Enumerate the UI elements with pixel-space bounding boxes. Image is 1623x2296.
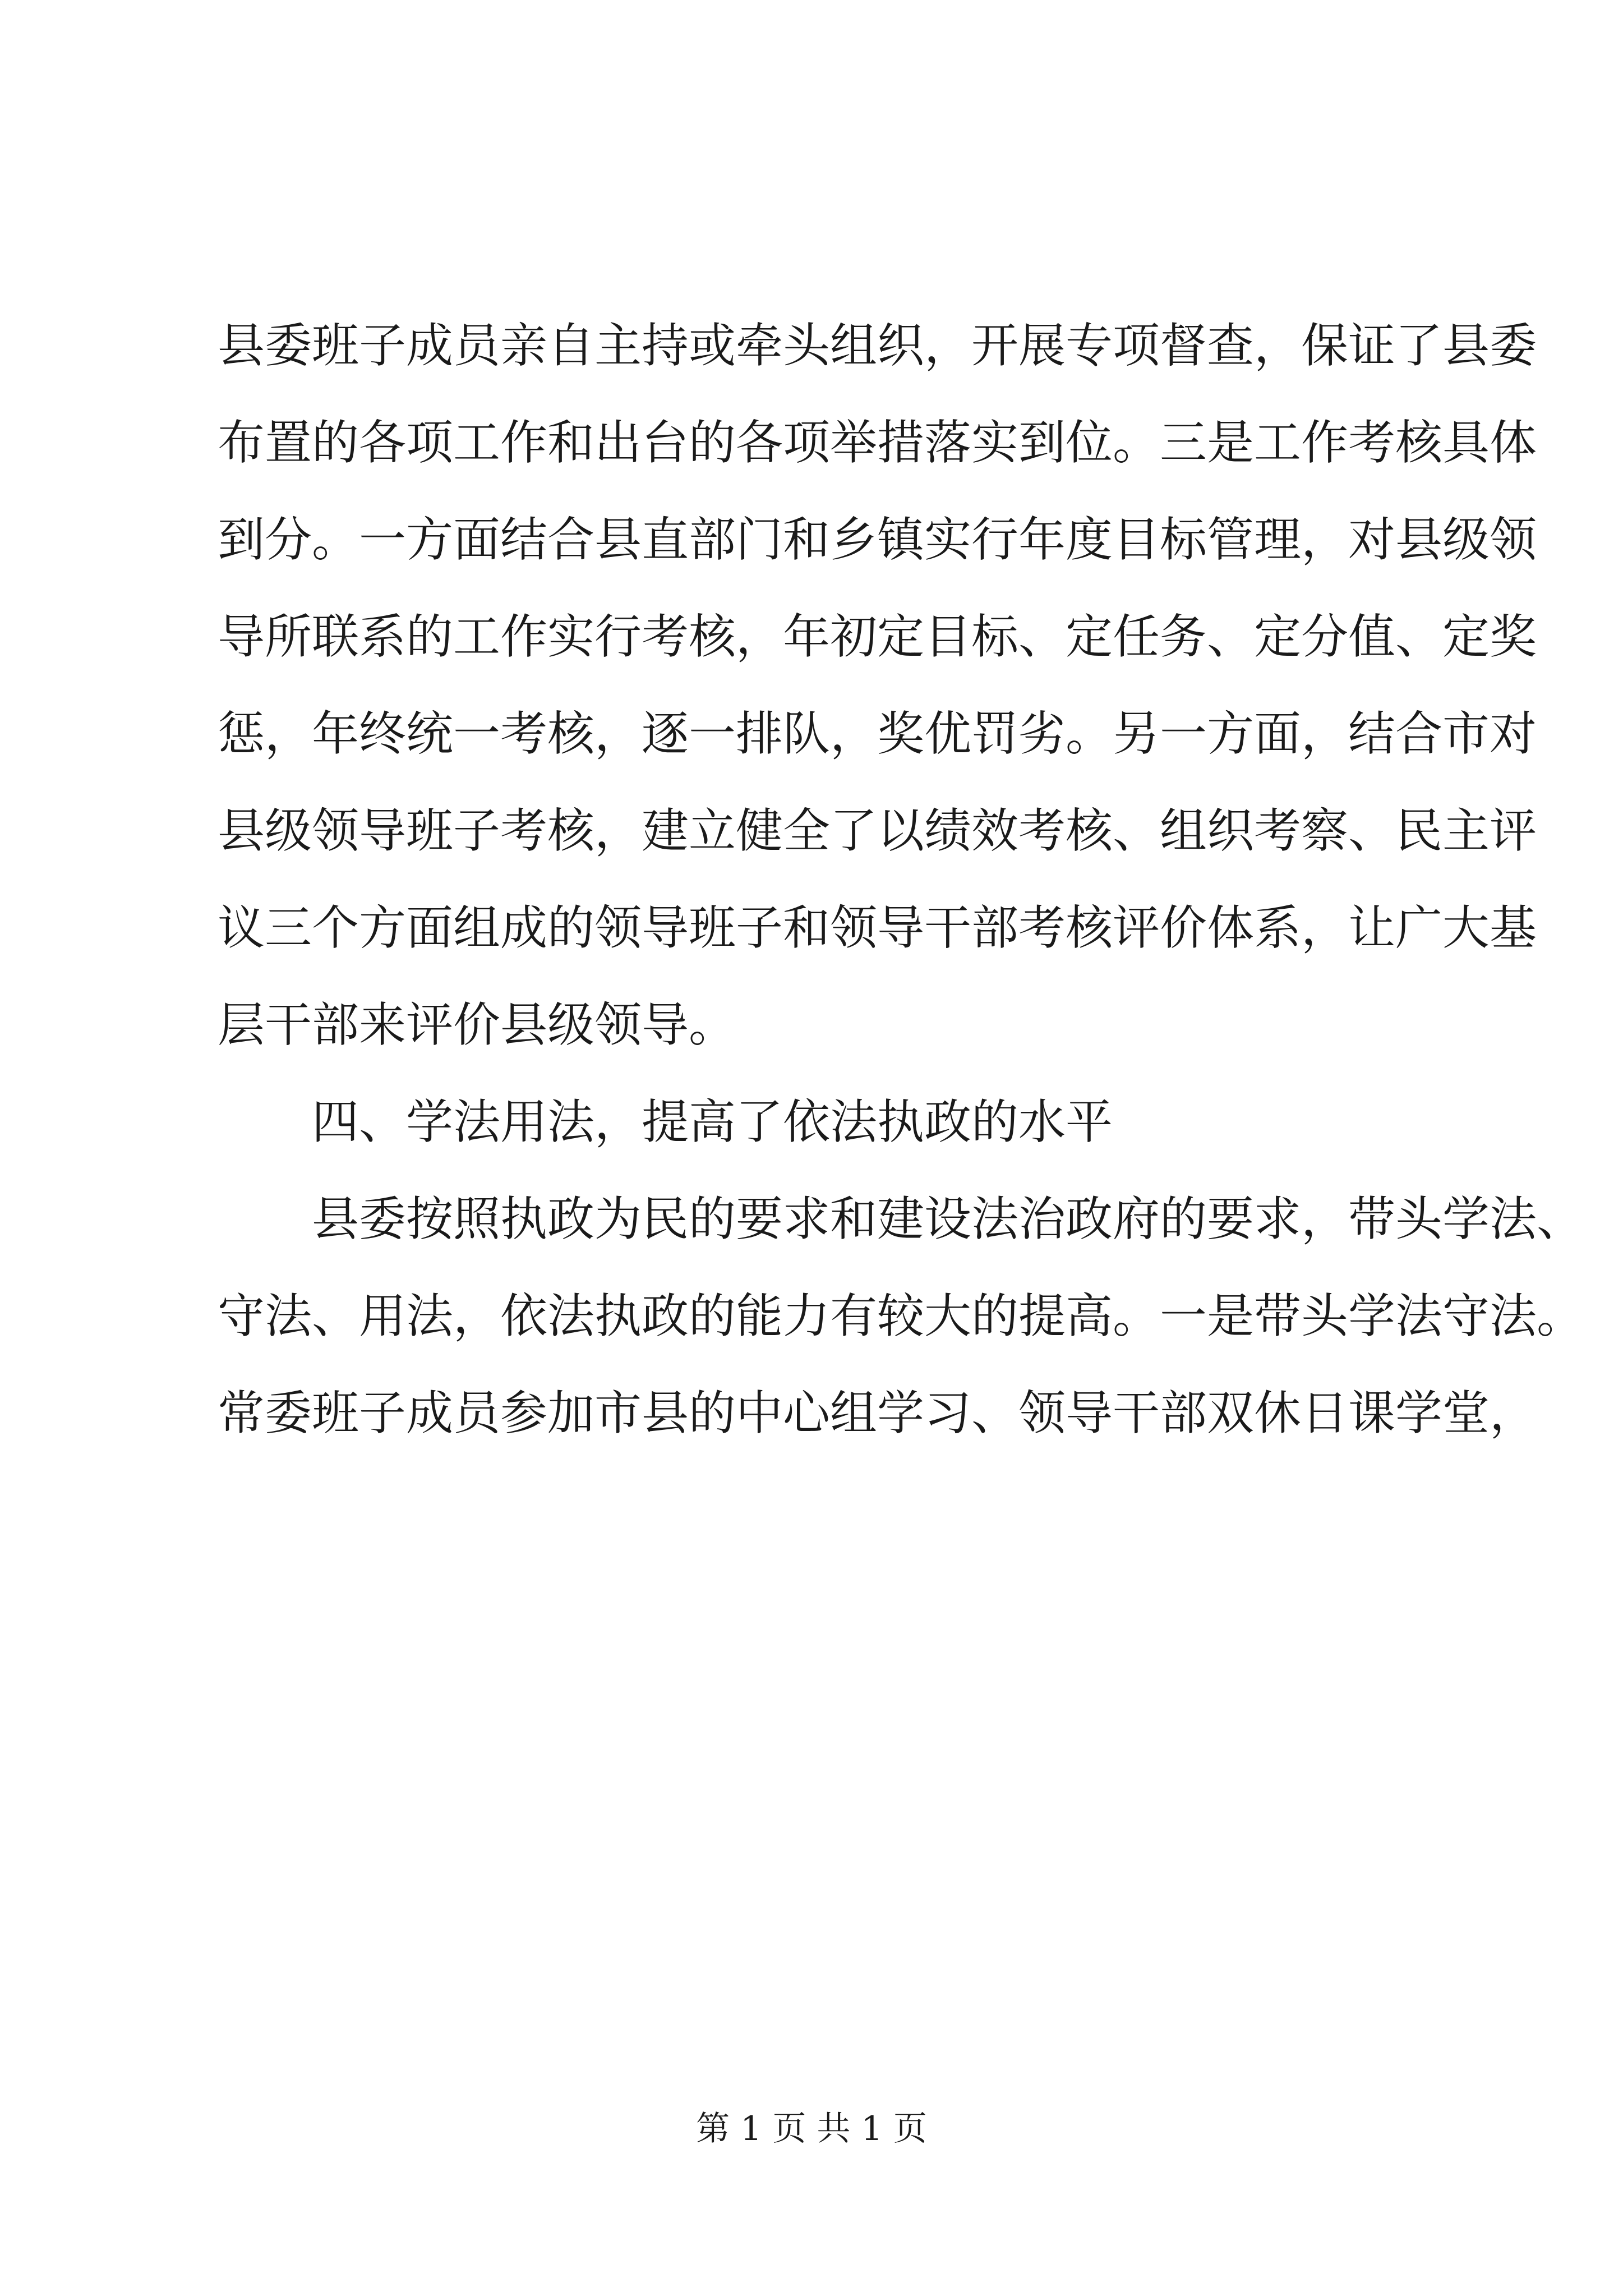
text-line: 县委班子成员亲自主持或牵头组织，开展专项督查，保证了县委	[218, 318, 1537, 373]
body-text	[218, 297, 1584, 1462]
text-line: 常委班子成员参加市县的中心组学习、领导干部双休日课学堂，	[218, 1386, 1537, 1441]
text-line: 县级领导班子考核，建立健全了以绩效考核、组织考察、民主评	[218, 803, 1537, 858]
page-number-label: 第 1 页 共 1 页	[696, 2109, 927, 2148]
text-line: 县委按照执政为民的要求和建设法治政府的要求，带头学法、	[312, 1191, 1584, 1246]
text-line: 议三个方面组成的领导班子和领导干部考核评价体系，让广大基	[218, 900, 1537, 955]
text-line: 到分。一方面结合县直部门和乡镇实行年度目标管理，对县级领	[218, 512, 1537, 567]
section-heading: 四、学法用法，提高了依法执政的水平	[312, 1094, 1113, 1149]
text-line: 层干部来评价县级领导。	[218, 997, 736, 1052]
text-line: 惩，年终统一考核，逐一排队，奖优罚劣。另一方面，结合市对	[218, 706, 1537, 761]
text-line: 布置的各项工作和出台的各项举措落实到位。三是工作考核具体	[218, 415, 1537, 470]
text-line: 导所联系的工作实行考核，年初定目标、定任务、定分值、定奖	[218, 609, 1537, 664]
page-footer	[0, 2106, 1623, 2151]
text-line: 守法、用法，依法执政的能力有较大的提高。一是带头学法守法。	[218, 1289, 1584, 1343]
